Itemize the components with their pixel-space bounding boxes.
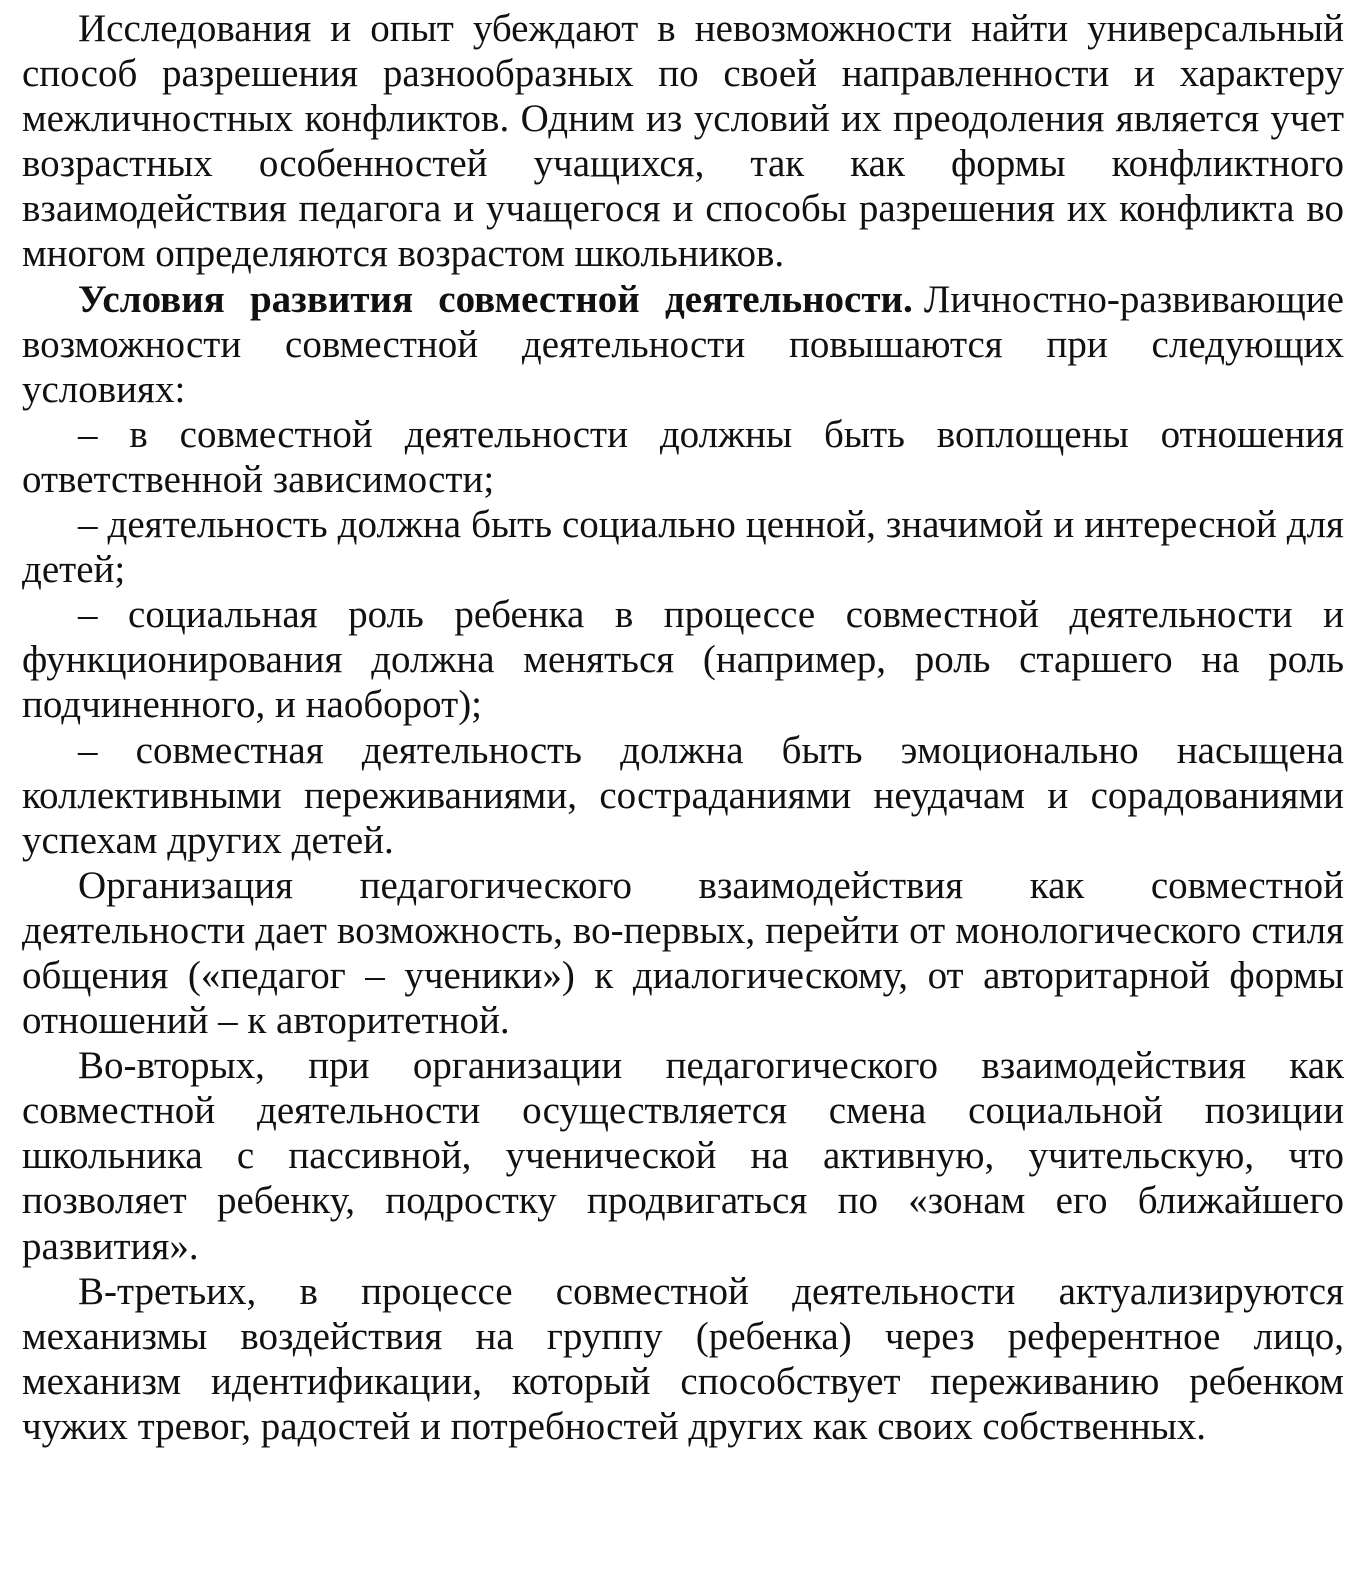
paragraph-third: В-третьих, в процессе совместной деятельности актуализируются механизмы воздействия на группу (ребенка) через референтное лицо, механизм идентификации, который способствует переживанию ребенком чужих тревог, радостей и потребностей других как своих собственных. (22, 1269, 1344, 1448)
list-item: – совместная деятельность должна быть эмоционально насыщена коллективными переживаниями, состраданиями неудачам и сорадованиями успехам других детей. (22, 728, 1344, 862)
list-item: – деятельность должна быть социально ценной, значимой и интересной для детей; (22, 503, 1344, 592)
list-item: – социальная роль ребенка в процессе совместной деятельности и функционирования должна меняться (например, роль старшего на роль подчиненного, и наоборот); (22, 593, 1344, 727)
document-page (22, 6, 1344, 1449)
paragraph-conditions-text: Личностно-развивающие возможности совместной деятельности повышаются при следующих условиях: (22, 277, 1344, 411)
section-heading: Условия развития совместной деятельности. (78, 277, 913, 321)
paragraph-conditions (22, 277, 1344, 412)
paragraph-second: Во-вторых, при организации педагогического взаимодействия как совместной деятельности осуществляется смена социальной позиции школьника с пассивной, ученической на активную, учительскую, что позволяет ребенку, подростку продвигаться по «зонам его ближайшего развития». (22, 1044, 1344, 1268)
paragraph-intro: Исследования и опыт убеждают в невозможности найти универсальный способ разрешения разнообразных по своей направленности и характеру межличностных конфликтов. Одним из условий их преодоления является учет возрастных особенностей учащихся, так как формы конфликтного взаимодействия педагога и учащегося и способы разрешения их конфликта во многом определяются возрастом школьников. (22, 7, 1344, 276)
list-item: – в совместной деятельности должны быть воплощены отношения ответственной зависимости; (22, 412, 1344, 501)
paragraph-organization: Организация педагогического взаимодействия как совместной деятельности дает возможность, во-первых, перейти от монологического стиля общения («педагог – ученики») к диалогическому, от авторитарной формы отношений – к авторитетной. (22, 863, 1344, 1043)
